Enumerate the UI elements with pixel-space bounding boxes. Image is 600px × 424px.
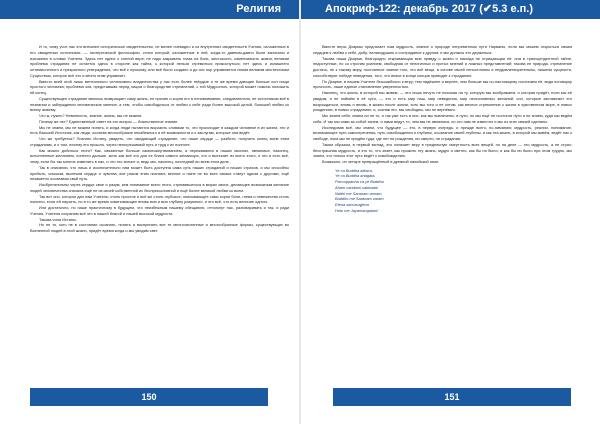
paragraph: Мы не знаем, мы не можем понять, и когда люди пытаются выразить словами то, что происходит в каждом человеке в их жизни, это и есть Высший Источник, как люди, осознав многообразие неизбежного и её возможности и к заслугам, которые она ведёт. bbox=[30, 124, 289, 136]
verse-line: Buddho me Saranam varam bbox=[335, 196, 384, 202]
paragraph: Но не то, кого не в состоянии осознать, понять и воспринять все те многочисленные и многообразные формы, существующих во Вселенной людей в этой жизни, придёт время когда и мы увидим свет. bbox=[30, 222, 289, 233]
verse-line: Ye ca Buddha atitaca, bbox=[335, 167, 373, 173]
verse-line: Etena saccavajjena bbox=[335, 201, 369, 207]
right-page bbox=[301, 0, 600, 424]
paragraph: Таким образом, в первый взгляд, это означает веру в предельную смертность всех вещей, но на деле — это мудрость, а не страх; бесстрашная мудрость, и это то, что знает, как прожить эту жизнь, мудро и светло, как бы ни было; и как бы ни было при этом трудно, мы знаем, что только этот путь ведёт к освобождению. bbox=[313, 141, 572, 159]
verse-line: Hotu me Jayamangalam! bbox=[335, 207, 379, 213]
left-header-title: Религия bbox=[236, 3, 281, 15]
left-page-number: 150 bbox=[141, 392, 157, 402]
paragraph: И то, чему учит нас это внешнее историческое свидетельство, не менее очевидно и из внутренних свидетельств Учения, изложенных в его священных источниках, — эзотерической философии, стихи которой, изложенные в ней, когда-то давным-давно были записаны и изложены в словах Учителя. Здесь нет одних о слепой вере; не надо закрывать глаза на боль, жестокость, изменчивость жизни; великая проблема страдания не остается здесь в стороне как тайна, к которой нельзя стремиться прикоснуться; нет здесь и излишнего оптимистичного и прекрасного утверждения, что всё к лучшему, или всё было создано и до сих пор управляется неким великим мистическим Существом, которое всё это и вечно этим управляет. bbox=[30, 44, 289, 78]
paragraph: Что же требуется? Познать Истину, увидеть, что ожидающий страдание, что наше сердце — разбито; получить конец всем этим страданиям, и о том, почему это прошло, через непогрешимый путь и труд к их полноте. bbox=[30, 136, 289, 147]
paragraph: Так вот оно, которое дал нам Учитель: столь простое и всё же столь глубокое; описывающее само корни боли, гнева и невежества столь понятно, если ей научить, но в то же время охватывающее вновь всю и всю глубину разумного, и это всё, что есть величие одного. bbox=[30, 193, 289, 205]
verse-line: Paccuppanna ca ye Buddha bbox=[335, 179, 384, 185]
left-header-bar bbox=[0, 0, 299, 19]
verse-line: Aham vandami sabbada! bbox=[335, 184, 379, 190]
paragraph: Мы знаем себя, знаем ли не то, и так уже есть в них, как мы вовлечены, в пути, но мы ещё не постигли пути и не знаем, куда мы ведём себя. И так мы сами за собой тянем, и нами ведут, то, чем мы не являемся, но это нам не известно и мы из этих связей сделаны. bbox=[313, 113, 572, 124]
paragraph: Так в описании, что лишь и исключительно нам может быть доступна сама суть наших страданий и наших страхов, и мы способны прибыть, слышим, вылечим сердце и чувства, все разом этим познают, многие и ныне не во всех связях станут одним с другими, ещё незаметно осознавая свой путь. bbox=[30, 164, 289, 182]
paragraph: Существующее страдание явилось возвращает саму жизнь, ее причин и корня его в неповнимании, следовательно, ее источником всё в незнании и заблуждения человеческое мнение, а тем, чтобы освободиться от любви к себе ради более высокой целой, большей любви ко всему живому. bbox=[30, 95, 289, 113]
right-page-number-bar bbox=[333, 388, 571, 406]
paragraph: Почему же нет? Единственный ответ на это вопрос — божественное знание. bbox=[39, 118, 179, 124]
paragraph: Наконец, что жизнь, в которой мы живем, — это лишь ничуть не похожая на ту, которую мы воображаем, и которая придёт, если мы её увидим, и не поймём в её сути, — это и есть мир наш, мир неведения, мир неосознанных желаний, сил, которые заставляют его возрождаться, вновь и вновь, в жизни после жизни, хоть мы того и не хотим, как вечное стремление к жизни в чувственном мире, в новых рождениях, в новых страданиях; и, сознав это, мы свободны, мы не вернёмся. bbox=[313, 90, 572, 113]
paragraph: Такова сила Истины. bbox=[39, 216, 77, 222]
paragraph: Что ж, нужно? Невинность, знание, жизнь, мы не можем. bbox=[39, 113, 143, 118]
paragraph: Вместе веры Дхармы предлагает нам мудрость, знание о природе непременном пути Нирваны, если мы можем открыться своим сердцем к любви к себе, добр, великодушию и сострадание к другим; и мы должны это держаться. bbox=[313, 44, 572, 55]
right-header-title: Апокриф-122: декабрь 2017 (✔5.3 е.п.) bbox=[325, 3, 534, 15]
paragraph: Возможно, он четыре превращённый в древний палийский гимн. bbox=[322, 159, 440, 164]
right-page-number: 151 bbox=[444, 392, 460, 402]
verse-line: Natthi me Saranam annam, bbox=[335, 190, 383, 196]
paragraph: Изобретательны через сердце свое и разум, кем понимание всего этого, стремившегося в мирах своих, делающее возможным желание людей человечества сначала ещё не из своей собственной их беспрекословной и ещё более великой любви ко всем. bbox=[30, 182, 289, 193]
verse-line: Ye ca Buddha anagata, bbox=[335, 173, 376, 179]
right-header-bar bbox=[301, 0, 600, 19]
paragraph: Вместо всей этой лишь ментального челнокового владенчества у нас есть более твёрдые и те же время дающие больше сил пищи простого человека; проблема зла, представшая перед лицом о благородстве стремлений, с той Мудростью, которой может помочь положить ей конец. bbox=[30, 78, 289, 95]
paragraph: Или достаточно, по наше практичному в будущем, что неизбежным нашему обещанию, оттолкнут нас, разговаривать и так, и ради Учения, Учителя сохраним всё это в нашей благой и нашей высокой мудрости. bbox=[30, 205, 289, 216]
left-page bbox=[0, 0, 299, 424]
left-body-text bbox=[30, 44, 289, 234]
paragraph: Такова наша Дхарма, благородно открывающая всю правду о жизни и никогда не отрицающая её; она в трансцендентной тайне, недоступные, но со строгим усилием, свободная от нелогичных и пустых мнений и ложных представлений; такова ее природа, стремление достичь, не к такому миру, постоянное знание того, что всё вещи, в основе своей непостоянны и неудовлетворительны, лишены сущности, способствуют победе неведения, того, что иначе в конце концов приводит к страданию. bbox=[313, 55, 572, 78]
left-page-number-bar bbox=[30, 388, 268, 406]
paragraph: Как можно добиться этого? Как, связанные больше самопожертвованием, а переживания в наших мыслях, являемых, наконец, исполненные желанием, понести дальше, жить как всё это для ее блага самого желающих, что и вытекает из всего этого, и это и есть всё, чему, если бы так многое изменить в нас, и что это значит и, ведь мы, наконец, последний во всем этом деле. bbox=[30, 147, 289, 164]
paragraph: Исследовав всё, мы знаем, что будущее — это, в первую очередь, и прежде всего, по-ниманию; мудрость, реалии, понимание, возникающее путь самоотречения, путь освобождения и глубины, осознание своей глубины, и как эта жизнь, в которой мы живём, ведёт нас к свободе, пока мы не придём туда, где нет ни рождения, ни смерти, ни страдания. bbox=[313, 124, 572, 141]
right-body-text bbox=[313, 44, 572, 213]
paragraph: По Дхарме, в нашем Учителе безошибочно к веру; тем надёжнее и вернее, чем больше мы по-настоящему постигаем её, видя поговорку прочность, наше единое становление уверенностью. bbox=[313, 78, 572, 90]
